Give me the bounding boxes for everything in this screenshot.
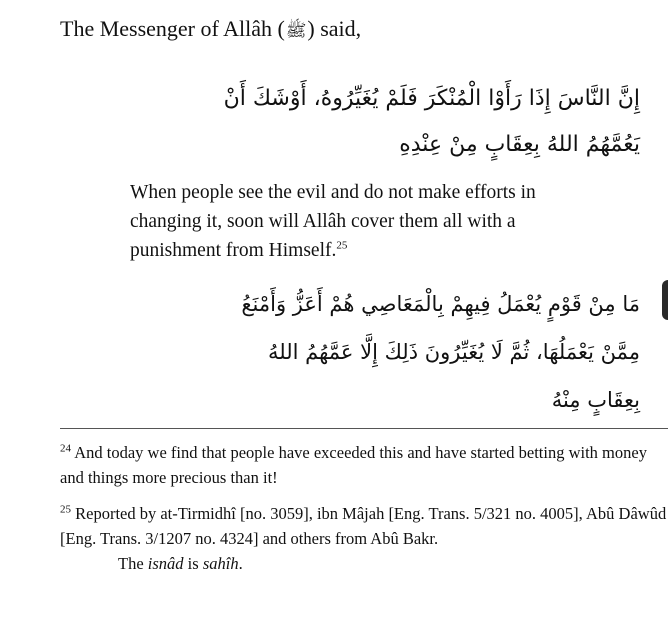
isnad-middle: is: [183, 554, 203, 573]
intro-text-before: The Messenger of Allâh (: [60, 16, 285, 41]
hadith1-translation: [130, 178, 600, 265]
isnad-end: .: [238, 554, 243, 573]
footnote-24: [60, 440, 668, 490]
page-edge-shadow: [662, 280, 668, 320]
arabic-line: يَعُمَّهُمُ اللهُ بِعِقَابٍ مِنْ عِنْدِهِ: [399, 132, 640, 157]
arabic-line: مَا مِنْ قَوْمٍ يُعْمَلُ فِيهِمْ بِالْمَعَاصِي هُمْ أَعَزُّ وَأَمْنَعُ: [241, 292, 640, 316]
footnote-text: And today we find that people have exceeded this and have started betting with money and things more precious than it!: [60, 443, 647, 487]
arabic-line: بِعِقَابٍ مِنْهُ: [551, 388, 640, 412]
isnad-word: isnâd: [147, 554, 184, 573]
footnote-ref-25[interactable]: 25: [336, 239, 348, 252]
footnote-text: Reported by at-Tirmidhî [no. 3059], ibn Mâjah [Eng. Trans. 5/321 no. 4005], Abû Dâwûd [Eng. Trans. 3/1207 no. 4324] and others from Abû Bakr.: [60, 504, 667, 548]
translation-text: When people see the evil and do not make efforts in changing it, soon will Allâh cover them all with a punishment from Himself.: [130, 182, 536, 261]
intro-text-after: ) said,: [307, 16, 362, 41]
hadith1-arabic: [140, 76, 640, 168]
footnote-divider: [60, 428, 668, 429]
hadith2-arabic: [80, 280, 640, 424]
footnote-25: [60, 501, 668, 576]
footnote-number: 25: [60, 503, 71, 516]
footnote-number: 24: [60, 442, 71, 455]
arabic-line: إِنَّ النَّاسَ إِذَا رَأَوْا الْمُنْكَرَ فَلَمْ يُغَيِّرُوهُ، أَوْشَكَ أَنْ: [223, 86, 640, 111]
hadith-intro: [60, 16, 361, 45]
salutation-glyph: ﷺ: [285, 21, 307, 40]
isnad-grading: [60, 551, 668, 576]
isnad-prefix: The: [118, 554, 148, 573]
isnad-grade: sahîh: [202, 554, 239, 573]
arabic-line: مِمَّنْ يَعْمَلُهَا، ثُمَّ لَا يُغَيِّرُونَ ذَلِكَ إِلَّا عَمَّهُمُ اللهُ: [268, 340, 640, 364]
